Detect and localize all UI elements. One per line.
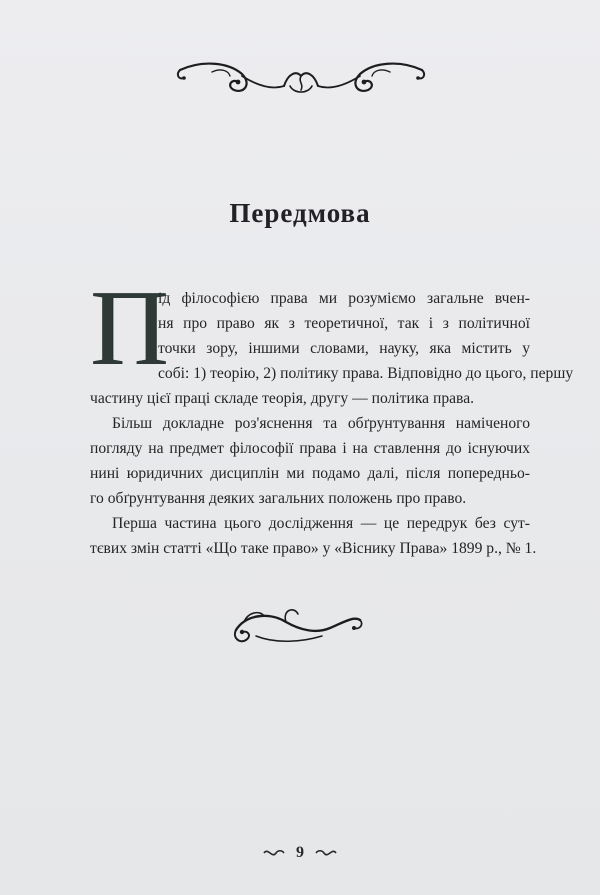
preface-body	[90, 269, 574, 561]
paragraph-3	[90, 511, 537, 561]
text-line: нині юридичних дисциплін ми подамо далі, після попередньо-	[90, 465, 530, 482]
text-line: погляду на предмет філософії права і на ставлення до існуючих	[90, 440, 530, 457]
footer-right-swash-icon	[314, 847, 338, 859]
paragraph-2	[90, 411, 530, 511]
top-ornament-flourish	[172, 56, 430, 102]
page-footer	[0, 844, 600, 862]
page-number: 9	[296, 844, 304, 861]
text-line: Перша частина цього дослідження — це передрук без сут-	[112, 515, 530, 532]
text-line: точки зору, іншими словами, науку, яка містить у	[158, 340, 530, 357]
text-line: го обґрунтування деяких загальних положень про право.	[90, 490, 467, 507]
footer-left-swash-icon	[262, 847, 286, 859]
bottom-ornament-flourish	[226, 600, 368, 650]
text-line: собі: 1) теорію, 2) політику права. Відповідно до цього, першу	[158, 365, 574, 382]
text-line: ня про право як з теоретичної, так і з політичної	[158, 315, 530, 332]
drop-cap-letter: П	[90, 269, 168, 388]
text-line: Більш докладне роз'яснення та обґрунтування наміченого	[112, 415, 530, 432]
page-title: Передмова	[229, 198, 371, 228]
text-line: частину цієї праці складе теорія, другу — політика права.	[90, 390, 475, 407]
text-line: тєвих змін статті «Що таке право» у «Віснику Права» 1899 р., № 1.	[90, 540, 537, 557]
paragraph-1	[90, 269, 574, 411]
text-line: ід філософією права ми розуміємо загальне вчен-	[158, 290, 530, 307]
